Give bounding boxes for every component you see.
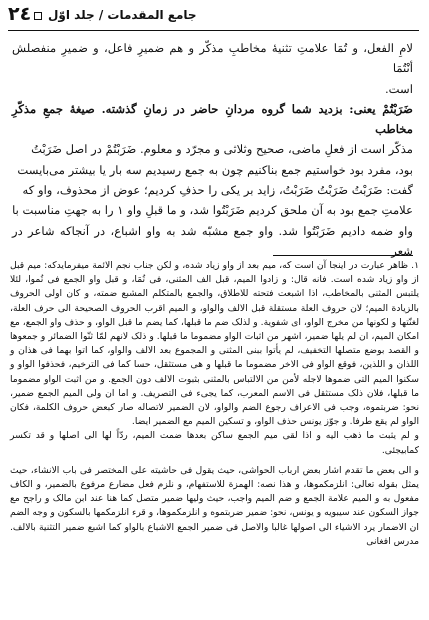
text-line: مذکّر است از فعلِ ماضی، صحیح وثلاثی و مجرّد و معلوم. ضَرَبْتُمْ در اصل ضَرَبْتُ xyxy=(31,142,413,157)
text-line: واو ضمه دادیم ضَرَبْتُوا شد. واو جمع مشبّه شد به واو اشباع، در آنجاکه شاعر در شعر xyxy=(12,223,413,258)
text-line: ضَرَبْتُمْ یعنی: بزدید شما گروه مردانِ حاضر در زمانِ گذشته. صیغهٔ جمعِ مذکّرِ مخاطب xyxy=(12,101,413,137)
text-line: است. xyxy=(384,81,413,96)
square-icon xyxy=(34,12,42,20)
footnote-paragraph: و الی بعض ما تقدم اشار بعض ارباب الحواشی، حیث یقول فی حاشیته علی المختصر فی باب الانشاء، حیث یمثل بقوله تعالی: انلزمکموها، و هذا نصه: الهمزة للاستفهام، و نلزم فعل مضارع مرفوع بالضمیر، و الکاف مفعول به و المیم علامة الجمع و ضم المیم واجب، حیث ولیها ضمیر متصل کما هنا عند ابن مالک و راجح مع جواز السکون عند سیبویه و یونس، نحو: ضمیر ضربتموه و انلزمکموها، و قرء انلزمکمها بالسکون و وجه الضم ان الاضمار یرد الاشیاء الی اصولها غالبا والاصل فی ضمیر الجمع الاشباع بالواو کما اشبع ضمیر التثنیة بالالف. مدرس افغانی xyxy=(10,464,419,547)
footnotes xyxy=(10,259,419,549)
footnote-paragraph: ١. ظاهر عبارت در اینجا آن است که، میم بعد از واو زیاد شده، و لکن جناب نجم الائمة میفرمایدکه: میم قبل از واو زیاد شده است. فانه قال: و زادوا المیم، قبل الف المثنی، فی تُمَا، و قبل واو الجمع فی تُموا، لئلا یلتبس المثنی بالمخاطب، اذا اشبعت فتحته للاطلاق، والجمع بالمتکلم المشبع ضمته، و کان اولی الحروف بالزیادة المیم؛ لان حروف العلة مستقلة قبل الالف والواو، و المیم اقرب الحروف الصحیحة الی حرف العلة، لغنّتها و لکونها من مخرج الواو، ای شفویة. و لذلک ضم ما قبلها، کما یضم ما قبل الواو، و حذف واو الجمع، مع امکان المیم، ان لم یلها ضمیر، اشهر من اثبات الواو مضموما ما قبلها. و ذلک لانهم لمّا ثنّوا الضمائر و جمعوها و القصد بوضع متصلها التخفیف، لم یأتوا ببنی المثنی و المجموع بعد الالف والواو، کما اتوا بهما فی هذان و اللذان و اللذین، فوقع الواو فی الاخر مضموما ما قبلها و هی مستثقل، حسا کما فی الترخیم، فحذفوا الواو و سکنوا المیم التی ضموها لاجله لأمن من الالتباس بالمثنی بثبوت الالف دون الجمع. و من اثبت الواو مضموما ما قبلها، فلان ذلک مستثقل فی الاسم المعرب، کما یجیء فی التصریف. و اما ان ولی المیم الجمع ضمیر، نحو: ضربتموه، وجب فی الاعراف رجوع الضم والواو، لان الضمیر لاتصاله صار کبعض حروف الکلمة، فکان الواو لم یقع طرفا. و جوّز یونس حذف الواو، و تسکین المیم مع الضمیر ایضا. xyxy=(10,260,419,428)
running-title: جامع المقدمات / جلد اوّل xyxy=(48,8,197,22)
main-text xyxy=(12,38,413,261)
footnote-paragraph: و لم یثبت ما ذهب الیه و اذا لقی میم الجمع ساکن بعدها ضمت المیم، ردّاً لها الی اصلها و قد تکسر کمابیجئی. xyxy=(10,430,419,456)
page-number: ٢٤ xyxy=(8,3,32,25)
text-line: علامتِ جمع بود به آن ملحق کردیم ضَرَبْتُوا شد، و ما قبلِ واو ١ را به جهتِ مناسبت با xyxy=(12,203,413,218)
footnote-divider xyxy=(273,255,413,256)
text-line: لامِ الفعل، و تُمَا علامتِ تثنیهٔ مخاطبِ مذکّر و هم ضمیرِ فاعل، و ضمیرِ منفصلش أنْتُمَا xyxy=(12,41,413,76)
text-line: گفت: ضَرَبْتُ ضَرَبْتُ ضَرَبْتُ، زاید بر یکی را حذفِ کردیم؛ عوض از محذوف، واو که xyxy=(22,183,413,198)
text-line: بود، مفرد بود خواستیم جمع بناکنیم چون به جمع رسیدیم سه بار یا بیشتر می‌بایست xyxy=(17,162,413,177)
page-header xyxy=(0,4,429,30)
header-divider xyxy=(8,30,419,31)
